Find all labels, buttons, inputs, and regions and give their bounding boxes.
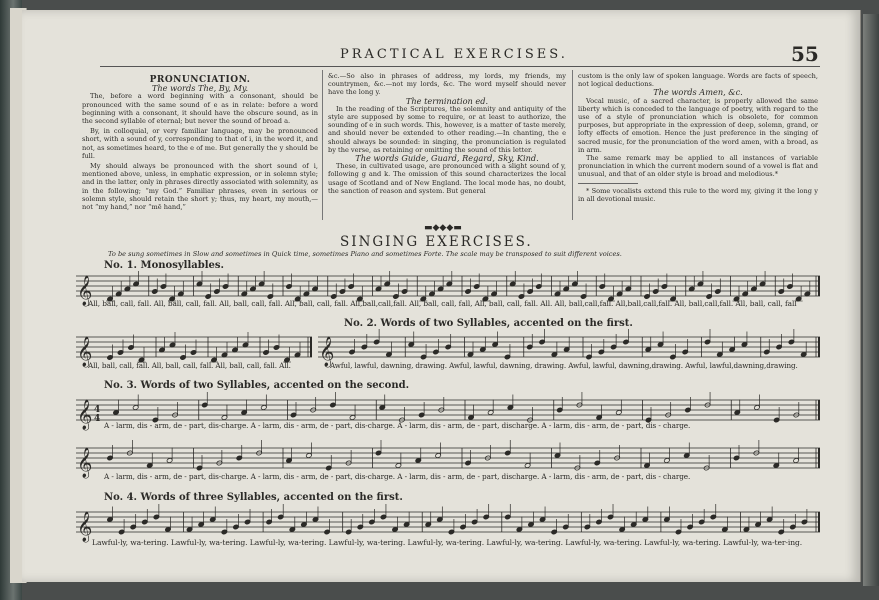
pronunciation-heading: PRONUNCIATION. <box>149 75 251 85</box>
exercise-2-label: No. 2. Words of two Syllables, accented on the first. <box>344 318 633 329</box>
treble-clef-icon: 𝄞 <box>77 337 93 367</box>
exercise-3-lyrics-1: A - larm, dis - arm, de - part, dis-charge. A - larm, dis - arm, de - part, dis-charge. A - larm, dis - arm, de - part, discharge. A - larm, dis - arm, de - part, dis - charge. <box>104 421 691 430</box>
exercise-4-label: No. 4. Words of three Syllables, accented on the first. <box>104 492 403 503</box>
svg-text:4: 4 <box>94 414 101 424</box>
column-1 <box>82 76 318 211</box>
column-3 <box>578 72 818 203</box>
paragraph-guide-guard: These, in cultivated usage, are pronounced with a slight sound of y, following g and k. The omission of this sound characterizes the local usage of Scotland and of New England. The local mode has, no doubt, the sanction of reason and system. But general <box>328 162 566 195</box>
page-number: 55 <box>791 42 819 66</box>
paragraph-by: By, in colloquial, or very familiar language, may be pronounced short, with a sound of y, corresponding to that of i, in the word it, and not, as sometimes heard, to the e of me. But generally the y should be full. <box>82 127 318 160</box>
exercise-4-lyrics: Lawful-ly, wa-tering. Lawful-ly, wa-tering. Lawful-ly, wa-tering. Lawful-ly, wa-tering. Lawful-ly, wa-tering. Lawful-ly, wa-tering. Lawful-ly, wa-tering. Lawful-ly, wa-tering. Lawful-ly, wa-ter-ing. <box>92 538 803 547</box>
treble-clef-icon: 𝄞 <box>77 276 93 306</box>
address-paragraph: &c.—So also in phrases of address, my lords, my friends, my countrymen, &c.—not my lords, &c. The word myself should never have the long y. <box>328 72 566 97</box>
exercise-2-lyrics-b: Awful, lawful, dawning, drawing. Awful, lawful, dawning, drawing. Awful, lawful, dawning,drawing. Awful, lawful,dawning,drawing. <box>330 361 798 370</box>
exercise-4-staff <box>76 508 820 540</box>
column-2 <box>328 72 566 195</box>
exercise-2-lyrics-a: All, ball, call, fall. All, ball, call, fall. All, ball, call, fall. All. <box>88 361 291 370</box>
subheading-termination-ed: The termination ed. <box>405 95 489 106</box>
paragraph-termination: In the reading of the Scriptures, the solemnity and antiquity of the style are supposed by some to require, or at least to authorize, the sounding of e in such words. This, however, is a matter of taste merely, and should never be extended to other reading.—In chanting, the e should always be sounded: in singing, the pronunciation is regulated by the verse, as retaining or omitting the sound of this letter. <box>328 104 566 154</box>
subheading-the-by-my: The words The, By, My. <box>151 83 249 94</box>
running-head: PRACTICAL EXERCISES. <box>340 47 568 62</box>
exercise-3-lyrics-2: A - larm, dis - arm, de - part, dis-charge. A - larm, dis - arm, de - part, dis-charge. A - larm, dis - arm, de - part, discharge. A - larm, dis - arm, de - part, dis - charge. <box>104 472 691 481</box>
paragraph-same-remark: The same remark may be applied to all instances of variable pronunciation in which the current modern sound of a vowel is flat and unusual, and that of an older style is broad and melodious.* <box>578 154 818 179</box>
subheading-amen: The words Amen, &c. <box>653 87 743 98</box>
header-rule <box>100 66 820 67</box>
paragraph-vocal-music: Vocal music, of a sacred character, is properly allowed the same liberty which is conceded to the language of poetry, with regard to the use of a style of pronunciation which is obsolete, for common purposes, but appropriate in the expression of deep, solemn, grand, or lofty effects of emotion. Hence the just preference in the singing of sacred music, for the pronunciation of the word amen, with a broad, as in arm. <box>578 96 818 154</box>
treble-clef-icon: 𝄞 <box>77 512 93 542</box>
exercise-3-label: No. 3. Words of two Syllables, accented on the second. <box>104 380 410 391</box>
page-stack-edge <box>863 14 879 586</box>
exercise-1-label: No. 1. Monosyllables. <box>104 260 224 271</box>
exercise-1-lyrics: All, ball, call, fall. All, ball, call, fall. All, ball, call, fall. All, ball, call, fall. All,ball,call,fall. All, ball, call, fall, All, ball, call, fall. All. All, ball,call,fall. All,ball,call,fall. All, ball,call,fall. All, ball, call, fall <box>88 299 797 308</box>
custom-paragraph: custom is the only law of spoken language. Words are facts of speech, not logical deductions. <box>578 72 818 89</box>
svg-text:4: 4 <box>94 405 101 415</box>
paragraph-the: The, before a word beginning with a consonant, should be pronounced with the same sound of e as in relate: before a word beginning with a consonant, it should have the obscure sound, as in the second syllable of eternal; but never the sound of broad a. <box>82 92 318 126</box>
ornament-divider: ▬◆◆◆▬ <box>424 223 462 233</box>
singing-exercises-heading: SINGING EXERCISES. <box>340 234 533 250</box>
singing-instruction: To be sung sometimes in Slow and sometimes in Quick time, sometimes Piano and sometimes Forte. The scale may be transposed to suit different voices. <box>108 250 622 258</box>
column-divider-2 <box>572 70 573 220</box>
paragraph-my: My should always be pronounced with the short sound of i, mentioned above, unless, in emphatic expression, or in solemn style; and in the latter, only in phrases directly associated with solemnity, as in the following; “my God.” Familiar phrases, even in serious or solemn style, should retain the short y; thus, my heart, my mouth,—not “my hand,” nor “mē hand,” <box>82 162 318 212</box>
column-divider-1 <box>322 70 323 220</box>
treble-clef-icon: 𝄞 <box>77 448 93 478</box>
footnote-rule <box>578 183 638 184</box>
footnote: * Some vocalists extend this rule to the word my, giving it the long y in all devotional music. <box>578 186 818 203</box>
treble-clef-icon: 𝄞 <box>77 400 93 430</box>
subheading-guide-guard: The words Guide, Guard, Regard, Sky, Kind. <box>355 153 539 164</box>
treble-clef-icon: 𝄞 <box>319 337 335 367</box>
